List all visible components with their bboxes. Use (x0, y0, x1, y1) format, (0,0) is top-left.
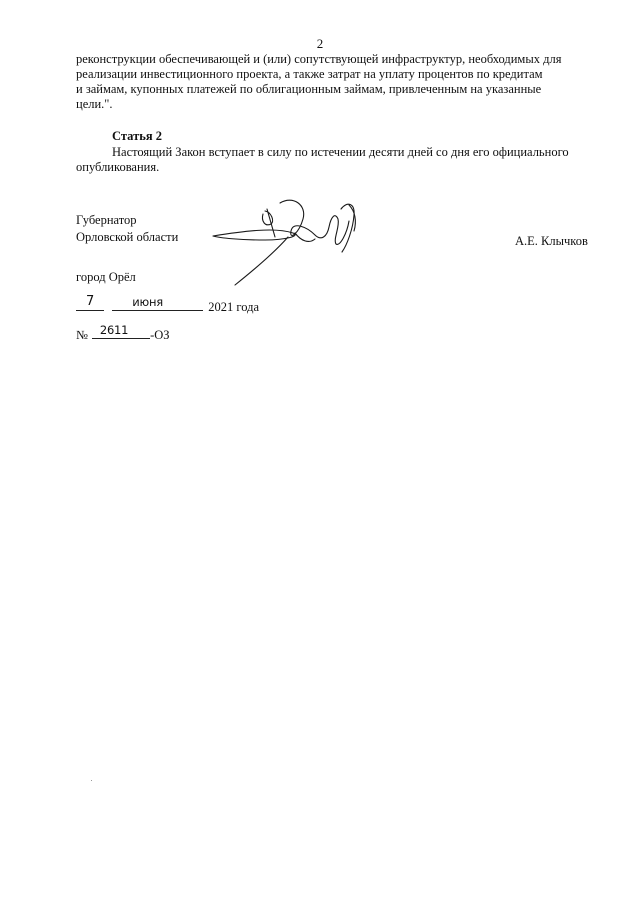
number-line (76, 324, 170, 343)
day-value: 7 (85, 294, 95, 309)
intro-line: цели.". (76, 97, 113, 111)
signer-title (76, 212, 178, 246)
date-line (76, 296, 259, 315)
signer-title-line1: Губернатор (76, 213, 137, 227)
article-line: Настоящий Закон вступает в силу по истечении десяти дней со дня его официального (112, 145, 569, 159)
number-field (92, 324, 150, 339)
signer-name: А.Е. Клычков (515, 234, 588, 248)
intro-paragraph (76, 52, 590, 112)
signer-title-line2: Орловской области (76, 230, 179, 244)
month-field (112, 296, 203, 311)
city-label: город Орёл (76, 270, 136, 284)
number-value: 2611 (99, 323, 129, 337)
year-text: 2021 года (208, 300, 259, 314)
intro-line: реконструкции обеспечивающей и (или) сопутствующей инфраструктур, необходимых для (76, 52, 562, 66)
article-heading: Статья 2 (112, 129, 162, 143)
handwritten-signature (205, 197, 370, 289)
scan-speck (91, 780, 92, 781)
page-number: 2 (316, 36, 324, 51)
article-line: опубликования. (76, 160, 160, 174)
article-paragraph (76, 145, 590, 175)
month-value: июня (132, 295, 164, 309)
number-suffix: -ОЗ (150, 328, 170, 342)
number-sign: № (76, 328, 88, 342)
intro-line: и займам, купонных платежей по облигационным займам, привлеченным на указанные (76, 82, 542, 96)
intro-line: реализации инвестиционного проекта, а также затрат на уплату процентов по кредитам (76, 67, 543, 81)
